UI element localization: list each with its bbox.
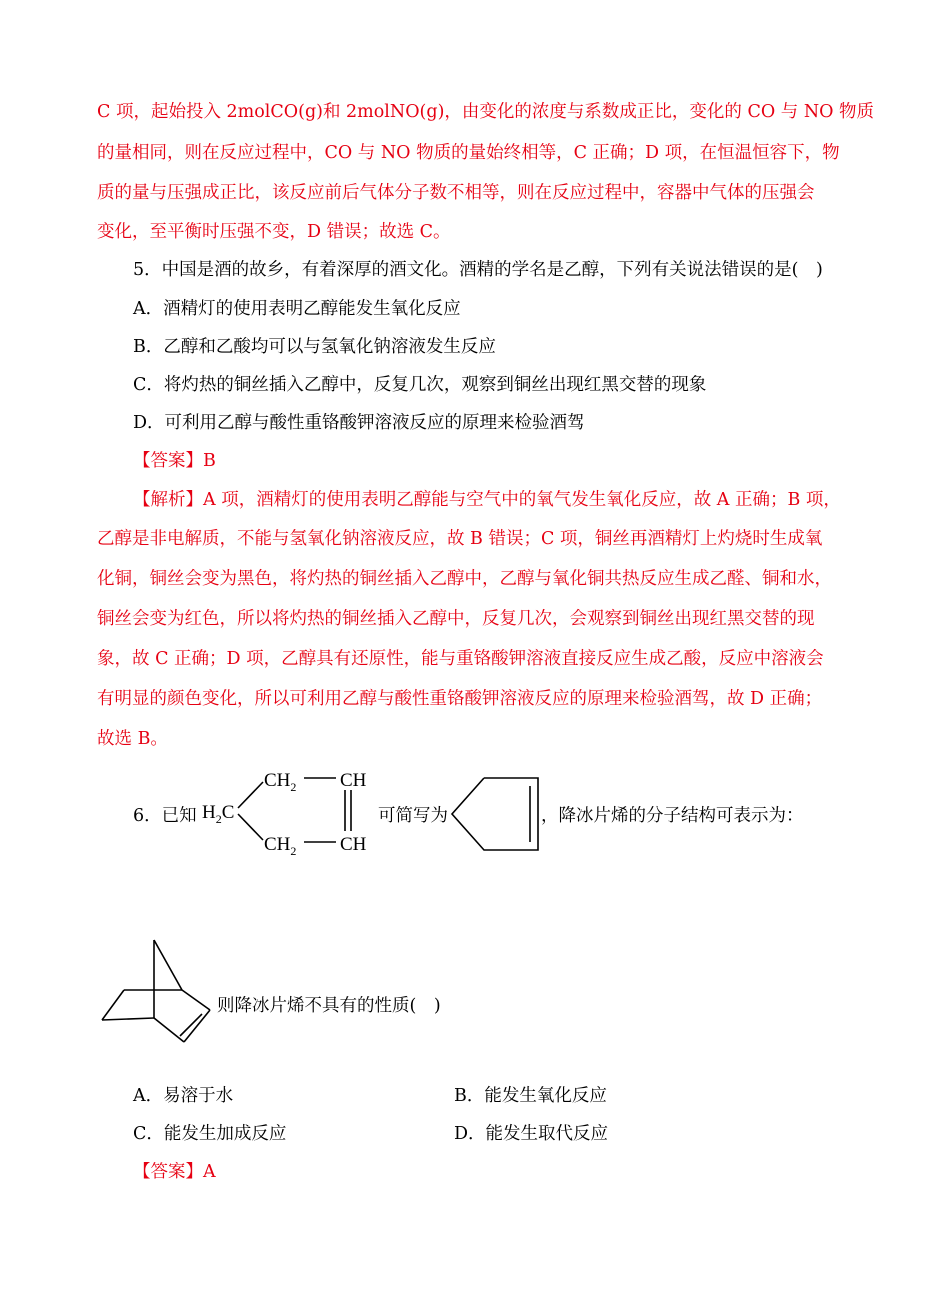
explanation-line: 质的量与压强成正比，该反应前后气体分子数不相等，则在反应过程中，容器中气体的压强会 — [97, 183, 815, 203]
question-6-mid: 可简写为 — [378, 806, 448, 826]
explanation-line: C 项，起始投入 2molCO(g)和 2molNO(g)，由变化的浓度与系数成正比，变化的 CO 与 NO 物质 — [97, 102, 875, 122]
ch-top-label: CH — [340, 770, 367, 791]
explanation-line: 乙醇是非电解质，不能与氢氧化钠溶液反应，故 B 错误；C 项，铜丝再酒精灯上灼烧时生成氧 — [97, 529, 823, 549]
q6-option-c: C．能发生加成反应 — [133, 1124, 287, 1144]
q6-option-d: D．能发生取代反应 — [454, 1124, 609, 1144]
q6-option-a: A．易溶于水 — [133, 1086, 234, 1106]
explanation-line: 的量相同，则在反应过程中，CO 与 NO 物质的量始终相等，C 正确；D 项，在恒温恒容下，物 — [97, 143, 840, 163]
q5-answer: 【答案】B — [133, 451, 216, 471]
question-6-prefix: 6．已知 — [133, 806, 197, 826]
explanation-line: 象，故 C 正确；D 项，乙醇具有还原性，能与重铬酸钾溶液直接反应生成乙酸，反应中溶液会 — [97, 649, 824, 669]
explanation-line: 化铜，铜丝会变为黑色，将灼热的铜丝插入乙醇中，乙醇与氧化铜共热反应生成乙醛、铜和水， — [97, 569, 832, 589]
question-6-suffix: ，降冰片烯的分子结构可表示为： — [541, 806, 804, 826]
cyclopentene-skeletal-structure — [448, 776, 544, 854]
q6-answer: 【答案】A — [133, 1162, 216, 1182]
q5-option-d: D．可利用乙醇与酸性重铬酸钾溶液反应的原理来检验酒驾 — [133, 413, 585, 433]
ch2-top-label: $CH_2$ — [264, 770, 297, 794]
question-6-stem2: 则降冰片烯不具有的性质( ) — [217, 996, 441, 1016]
q5-option-a: A．酒精灯的使用表明乙醇能发生氧化反应 — [133, 299, 461, 319]
explanation-line: 【解析】A 项，酒精灯的使用表明乙醇能与空气中的氧气发生氧化反应，故 A 正确；B 项， — [133, 490, 841, 510]
h2c-label: $H_2C$ — [202, 802, 235, 826]
cyclopentene-condensed-structure — [200, 764, 380, 856]
question-5-stem: 5．中国是酒的故乡，有着深厚的酒文化。酒精的学名是乙醇，下列有关说法错误的是( ) — [133, 260, 823, 280]
explanation-line: 有明显的颜色变化，所以可利用乙醇与酸性重铬酸钾溶液反应的原理来检验酒驾，故 D 正确； — [97, 689, 823, 709]
explanation-line: 故选 B。 — [97, 729, 168, 749]
explanation-line: 变化，至平衡时压强不变，D 错误；故选 C。 — [97, 222, 451, 242]
q5-option-b: B．乙醇和乙酸均可以与氢氧化钠溶液发生反应 — [133, 337, 496, 357]
norbornene-structure — [98, 936, 218, 1048]
explanation-line: 铜丝会变为红色，所以将灼热的铜丝插入乙醇中，反复几次，会观察到铜丝出现红黑交替的现 — [97, 609, 815, 629]
ch2-bottom-label: $CH_2$ — [264, 834, 297, 856]
q5-option-c: C．将灼热的铜丝插入乙醇中，反复几次，观察到铜丝出现红黑交替的现象 — [133, 375, 707, 395]
ch-bottom-label: CH — [340, 834, 367, 855]
q6-option-b: B．能发生氧化反应 — [454, 1086, 607, 1106]
